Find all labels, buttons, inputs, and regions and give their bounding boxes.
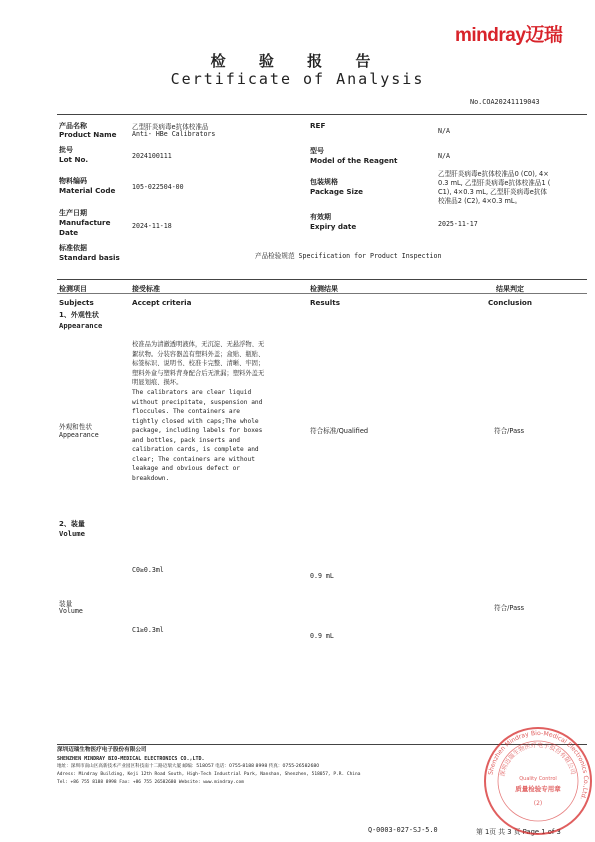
appearance-conclusion: 符合/Pass bbox=[494, 427, 524, 435]
stamp-number: (2) bbox=[533, 800, 543, 807]
package-label-cn: 包装规格 bbox=[310, 178, 338, 186]
quality-control-seal bbox=[482, 725, 594, 837]
footer-address-en: Adress: Mindray Building, Keji 12th Road South, High-Tech Industrial Park, Nanshan, Shenzhen, 518057, P.R. China bbox=[57, 772, 361, 777]
subjects-header-en: Subjects bbox=[59, 298, 94, 307]
product-name-label-cn: 产品名称 bbox=[59, 122, 87, 130]
table-top-divider bbox=[57, 279, 587, 280]
manufacture-label-en: Manufacture bbox=[59, 218, 111, 227]
page-indicator: 第 1页 共 3 页 Page 1 of 3 bbox=[476, 828, 561, 836]
stamp-outer-path: Shenzhen Mindray Bio-Medical Electronics Co.,Ltd. bbox=[487, 729, 590, 801]
appearance-criteria-cn: 校准品为清澈透明液体，无沉淀、无悬浮物、无 絮状物。分装容器盖有塑料外盖；盒贴、瓶贴、 标签标识、说明书、校准卡完整、清晰、牢固； 塑料外盒与塑料背身配合后无泄漏；塑料外盖无 明显划痕、损坏。 bbox=[132, 341, 265, 386]
lot-value: 2024100111 bbox=[132, 152, 172, 160]
section-1-title-en: Appearance bbox=[59, 321, 103, 330]
manufacture-label-cn: 生产日期 bbox=[59, 209, 87, 217]
standard-label-en: Standard basis bbox=[59, 253, 120, 262]
footer-contact: Tel: +86 755 8188 8998 Fax: +86 755 26582680 Website: www.mindray.com bbox=[57, 780, 244, 785]
model-label-cn: 型号 bbox=[310, 147, 324, 155]
expiry-value: 2025-11-17 bbox=[438, 220, 478, 228]
product-name-value-cn: 乙型肝炎病毒e抗体校准品 bbox=[132, 123, 209, 131]
volume-subject-en: Volume bbox=[59, 607, 83, 615]
package-label-en: Package Size bbox=[310, 187, 364, 196]
appearance-criteria-en: The calibrators are clear liquid without precipitate, suspension and floccules. The containers are tightly closed with caps;The whole package, including labels for boxes and bottles, pack inserts and calibration cards, is complete and clear; The containers are without leakage and obvious defect or breakdown. bbox=[132, 389, 263, 482]
footer-address-cn: 地址：深圳市南山区高新技术产业园区科技南十二路迈瑞大厦 邮编：518057 电话：0755-8188 8998 传真：0755-26582680 bbox=[57, 764, 320, 769]
stamp-inner-path: 深圳迈瑞生物医疗电子股份有限公司 bbox=[499, 741, 577, 778]
stamp-center-2: 质量检验专用章 bbox=[515, 785, 561, 793]
form-number: Q-0003-027-SJ-5.0 bbox=[368, 826, 438, 834]
section-1-title-cn: 1、外观性状 bbox=[59, 311, 99, 319]
model-value: N/A bbox=[438, 152, 450, 160]
volume-conclusion: 符合/Pass bbox=[494, 604, 524, 612]
mindray-logo: mindray迈瑞 bbox=[455, 25, 563, 46]
title-chinese: 检 验 报 告 bbox=[210, 52, 385, 70]
subjects-header-cn: 检测项目 bbox=[59, 285, 87, 293]
volume-c1-criteria: C1≥0.3ml bbox=[132, 626, 164, 634]
lot-label-en: Lot No. bbox=[59, 155, 89, 164]
lot-label-cn: 批号 bbox=[59, 146, 73, 154]
footer-company-en: SHENZHEN MINDRAY BIO-MEDICAL ELECTRONICS CO.,LTD. bbox=[57, 756, 205, 762]
table-header-divider bbox=[57, 293, 587, 294]
volume-c0-result: 0.9 mL bbox=[310, 572, 334, 580]
appearance-result: 符合标准/Qualified bbox=[310, 427, 369, 435]
criteria-header-cn: 接受标准 bbox=[132, 285, 160, 293]
ref-label: REF bbox=[310, 121, 326, 130]
document-number: No.COA20241119043 bbox=[470, 98, 540, 106]
ref-value: N/A bbox=[438, 127, 450, 135]
standard-label-cn: 标准依据 bbox=[59, 244, 87, 252]
appearance-subject-en: Appearance bbox=[59, 431, 99, 439]
stamp-center-1: Quality Control bbox=[519, 776, 557, 782]
top-divider bbox=[57, 114, 587, 115]
conclusion-header-cn: 结果判定 bbox=[496, 285, 524, 293]
conclusion-header-en: Conclusion bbox=[488, 298, 532, 307]
appearance-subject-cn: 外观和性状 bbox=[59, 423, 92, 431]
material-label-en: Material Code bbox=[59, 186, 116, 195]
section-2-title-en: Volume bbox=[59, 529, 85, 538]
volume-c1-result: 0.9 mL bbox=[310, 632, 334, 640]
volume-subject-cn: 装量 bbox=[59, 600, 73, 608]
material-value: 105-022504-00 bbox=[132, 183, 184, 191]
model-label-en: Model of the Reagent bbox=[310, 156, 398, 165]
material-label-cn: 物料编码 bbox=[59, 177, 87, 185]
manufacture-value: 2024-11-18 bbox=[132, 222, 172, 230]
expiry-label-cn: 有效期 bbox=[310, 213, 331, 221]
manufacture-label-en-2: Date bbox=[59, 228, 79, 237]
volume-c0-criteria: C0≥0.3ml bbox=[132, 566, 164, 574]
title-english: Certificate of Analysis bbox=[170, 70, 425, 88]
criteria-header-en: Accept criteria bbox=[132, 298, 192, 307]
product-name-value-en: Anti- HBe Calibrators bbox=[132, 130, 216, 138]
footer-company-cn: 深圳迈瑞生物医疗电子股份有限公司 bbox=[57, 747, 147, 753]
package-value: 乙型肝炎病毒e抗体校准品0 (C0), 4× 0.3 mL, 乙型肝炎病毒e抗体校准品1 ( C1), 4×0.3 mL, 乙型肝炎病毒e抗体 校准品2 (C2), 4×0.3 mL。 bbox=[438, 170, 551, 205]
expiry-label-en: Expiry date bbox=[310, 222, 357, 231]
section-2-title-cn: 2、装量 bbox=[59, 520, 85, 528]
results-header-en: Results bbox=[310, 298, 340, 307]
product-name-label-en: Product Name bbox=[59, 130, 117, 139]
standard-value: 产品检验规范 Specification for Product Inspection bbox=[255, 252, 442, 260]
results-header-cn: 检测结果 bbox=[310, 285, 338, 293]
